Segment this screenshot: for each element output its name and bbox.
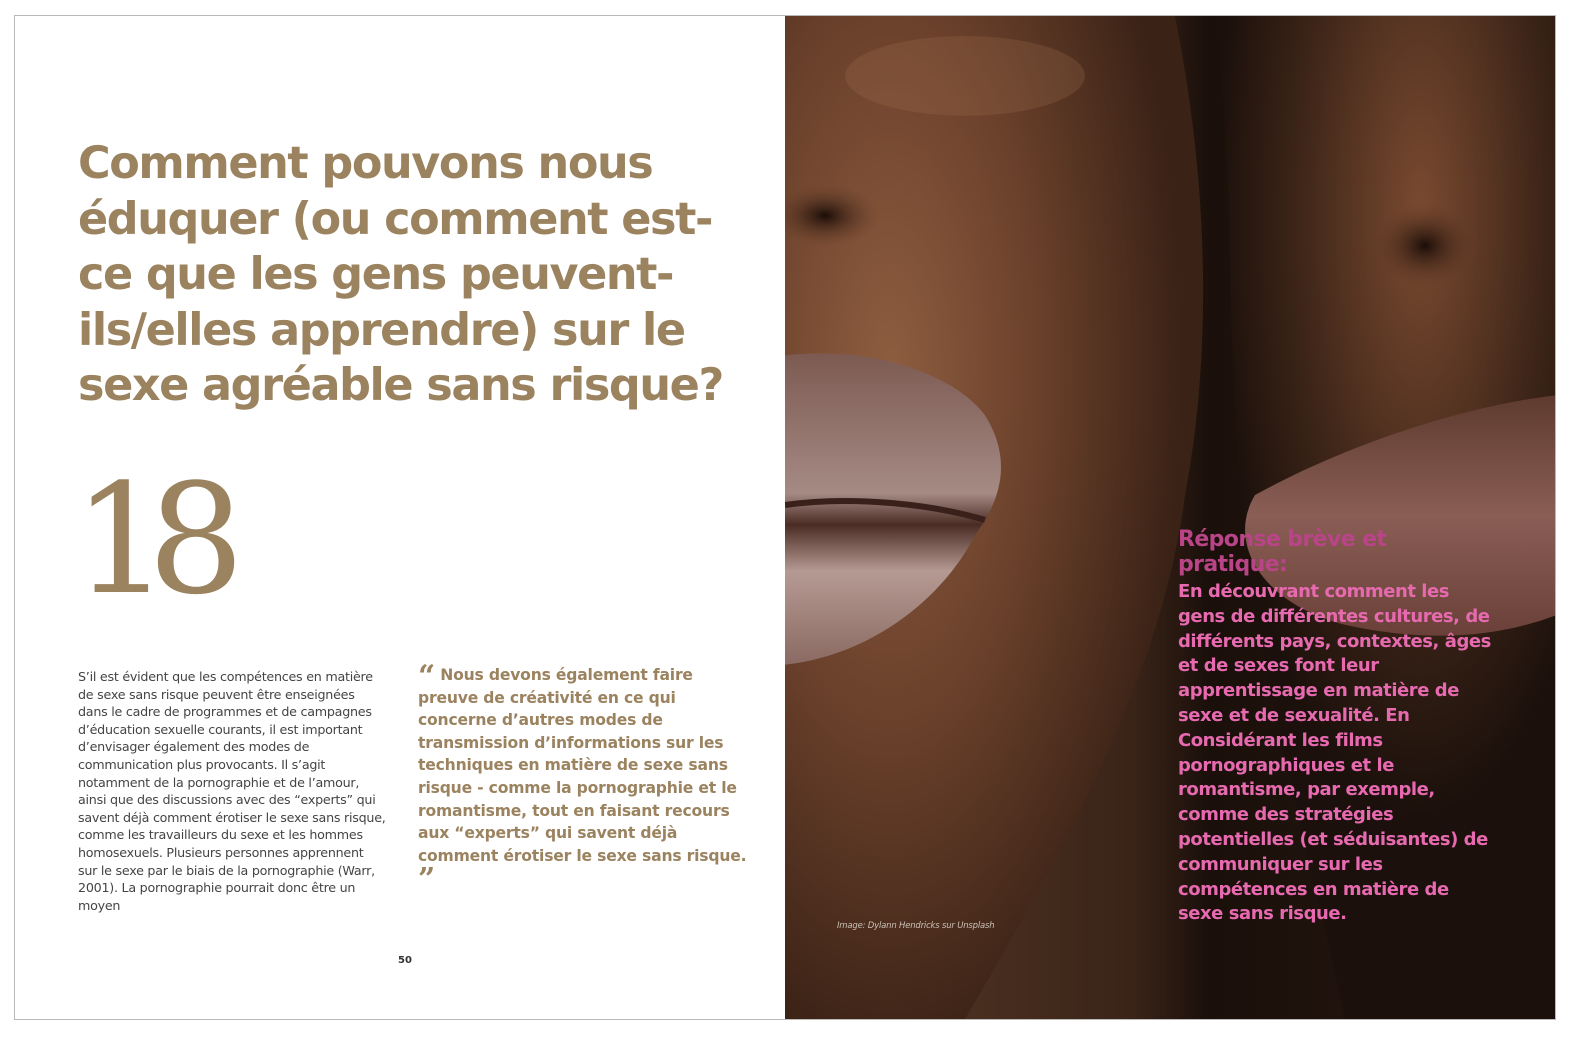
headline: Comment pouvons nous éduquer (ou comment est-ce que les gens peuvent-ils/elles apprendre) sur le sexe agréable sans risque?: [78, 138, 723, 411]
answer-title: Réponse brève et pratique:: [1178, 527, 1387, 577]
pull-quote-text: Nous devons également faire preuve de créativité en ce qui concerne d’autres modes de transmission d’informations sur les techniques en matière de sexe sans risque - comme la pornographie et le romantisme, tout en faisant recours aux “experts” qui savent déjà comment érotiser le sexe sans risque.: [418, 666, 747, 865]
body-text: S’il est évident que les compétences en matière de sexe sans risque peuvent être enseignées dans le cadre de programmes et de campagnes d’éducation sexuelle courants, il est important d’envisager également des modes de communication plus provocants. Il s’agit notamment de la pornographie et de l’amour, ainsi que des discussions avec des “experts” qui savent déjà comment érotiser le sexe sans risque, comme les travailleurs du sexe et les hommes homosexuels. Plusieurs personnes apprennent sur le sexe par le biais de la pornographie (Warr, 2001). La pornographie pourrait donc être un moyen: [78, 669, 386, 913]
photo-credit: Image: Dylann Hendricks sur Unsplash: [837, 921, 995, 931]
pull-quote: [418, 659, 748, 898]
magazine-spread: [14, 15, 1556, 1020]
page-number: 50: [398, 955, 412, 966]
open-quote-mark: “: [418, 659, 436, 694]
right-page: [785, 16, 1556, 1019]
section-number: 18: [73, 451, 223, 628]
close-quote-mark: ”: [418, 862, 436, 898]
left-page: [15, 16, 785, 1019]
answer-text: En découvrant comment les gens de différentes cultures, de différents pays, contextes, âges et de sexes font leur apprentissage en matière de sexe et de sexualité. En Considérant les films pornographiques et le romantisme, par exemple, comme des stratégies potentielles (et séduisantes) de communiquer sur les compétences en matière de sexe sans risque.: [1178, 581, 1491, 925]
